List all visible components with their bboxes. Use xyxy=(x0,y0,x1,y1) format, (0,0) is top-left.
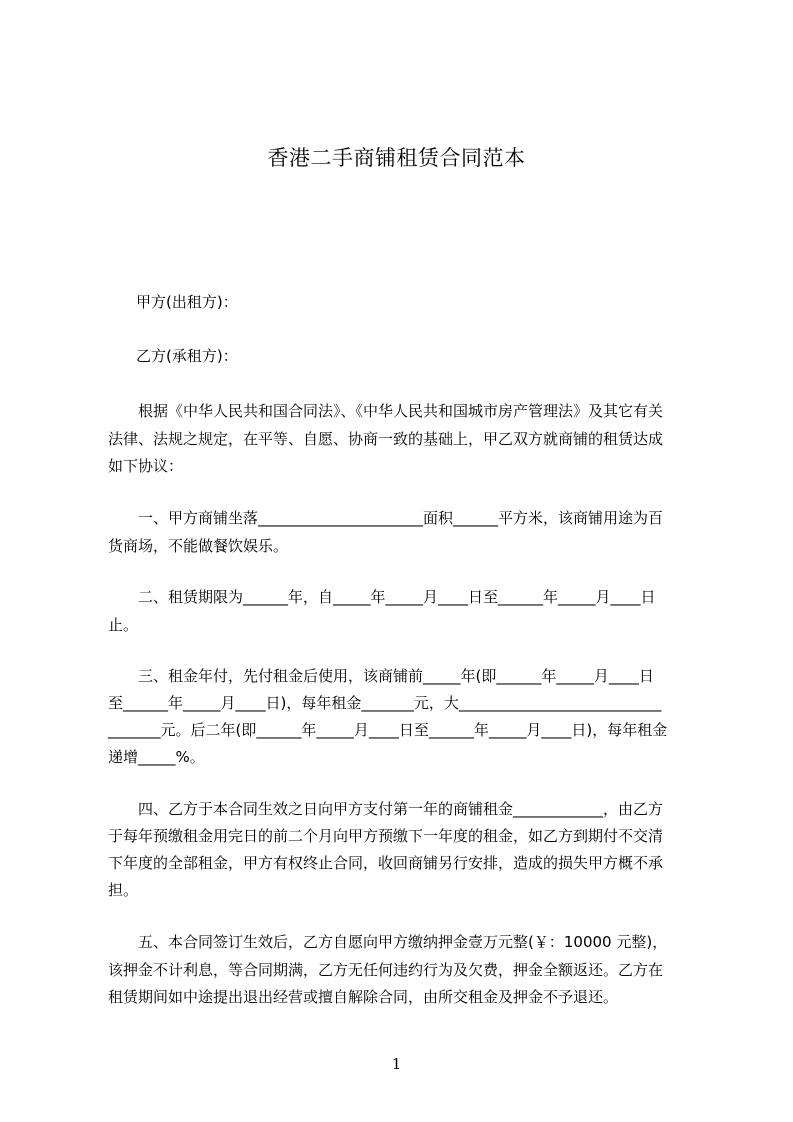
clause-1-line: 货商场，不能做餐饮娱乐。 xyxy=(108,537,289,555)
clause-2-line: 止。 xyxy=(108,616,139,634)
clause-3-line: 递增_____%。 xyxy=(108,748,205,766)
clause-4-line: 担。 xyxy=(108,881,139,899)
preamble-line: 如下协议： xyxy=(108,457,184,475)
clause-4-line: 四、乙方于本合同生效之日向甲方支付第一年的商铺租金____________，由乙方 xyxy=(138,800,664,818)
clause-5-line: 租赁期间如中途提出退出经营或擅自解除合同，由所交租金及押金不予退还。 xyxy=(108,988,619,1006)
clause-3-line: 至______年_____月____日)，每年租金_______元，大___________________________ xyxy=(108,694,662,712)
clause-5-line: 该押金不计利息，等合同期满，乙方无任何违约行为及欠费，押金全额返还。乙方在 xyxy=(108,961,664,979)
clause-4-line: 于每年预缴租金用完日的前二个月向甲方预缴下一年度的租金，如乙方到期付不交清 xyxy=(108,827,664,845)
preamble-line: 法律、法规之规定，在平等、自愿、协商一致的基础上，甲乙双方就商铺的租赁达成 xyxy=(108,430,664,448)
clause-4-line: 下年度的全部租金，甲方有权终止合同，收回商铺另行安排，造成的损失甲方概不承 xyxy=(108,854,664,872)
party-a-label: 甲方(出租方)： xyxy=(136,293,238,311)
document-title: 香港二手商铺租赁合同范本 xyxy=(267,146,526,170)
preamble-line: 根据《中华人民共和国合同法》、《中华人民共和国城市房产管理法》及其它有关 xyxy=(138,402,664,420)
clause-5-line: 五、本合同签订生效后，乙方自愿向甲方缴纳押金壹万元整(￥：10000 元整)， xyxy=(138,933,668,951)
clause-3-line: _______元。后二年(即______年_____月____日至______年_____月____日)，每年租金 xyxy=(108,721,668,739)
party-b-label: 乙方(承租方)： xyxy=(136,347,238,365)
clause-2-line: 二、租赁期限为______年，自_____年_____月____日至______年_____月____日 xyxy=(138,588,656,606)
clause-1-line: 一、甲方商铺坐落______________________面积______平方米，该商铺用途为百 xyxy=(138,509,664,527)
clause-3-line: 三、租金年付，先付租金后使用，该商铺前_____年(即______年_____月____日 xyxy=(138,667,654,685)
page-number: 1 xyxy=(391,1055,402,1073)
